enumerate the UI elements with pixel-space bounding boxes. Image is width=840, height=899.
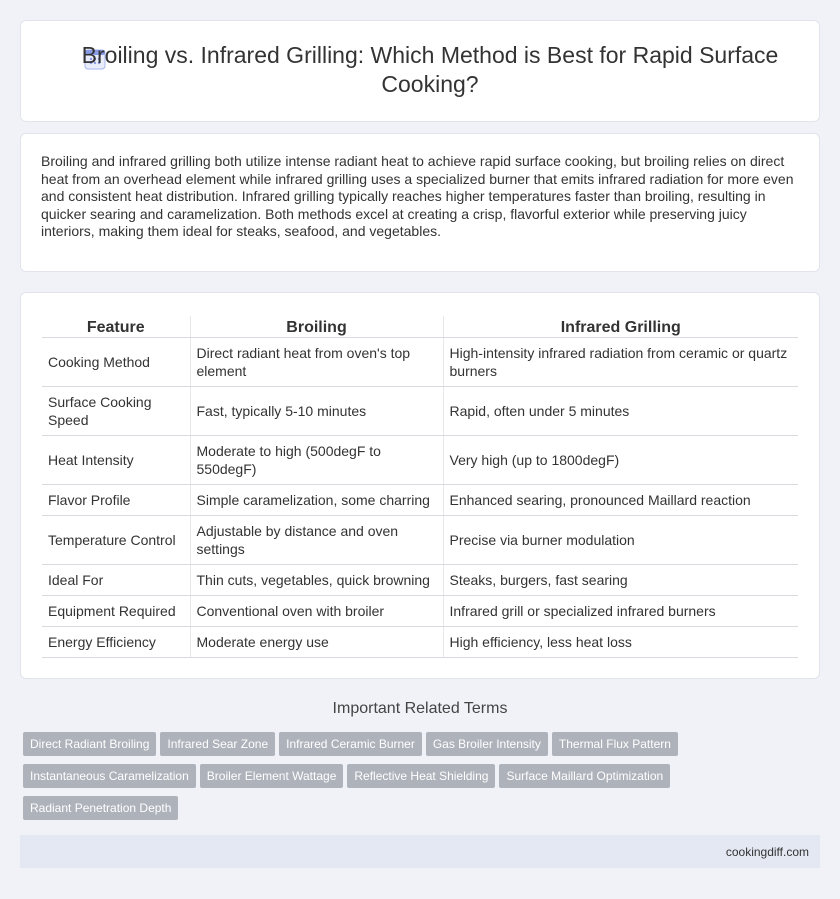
table-row	[42, 595, 798, 626]
broiling-cell: Moderate energy use	[190, 626, 443, 657]
tag-broiler-element-wattage[interactable]: Broiler Element Wattage	[200, 764, 344, 788]
related-terms-heading: Important Related Terms	[332, 700, 508, 717]
tag-infrared-sear-zone[interactable]: Infrared Sear Zone	[160, 732, 275, 756]
header-feature: Feature	[42, 316, 190, 337]
infrared-cell: Rapid, often under 5 minutes	[443, 386, 798, 435]
comparison-table-card	[20, 292, 820, 679]
feature-cell: Energy Efficiency	[42, 626, 190, 657]
table-row	[42, 386, 798, 435]
table-row	[42, 564, 798, 595]
broiling-cell: Fast, typically 5-10 minutes	[190, 386, 443, 435]
tag-surface-maillard-optimization[interactable]: Surface Maillard Optimization	[499, 764, 670, 788]
comparison-table	[42, 316, 798, 658]
tag-reflective-heat-shielding[interactable]: Reflective Heat Shielding	[347, 764, 495, 788]
infrared-cell: Infrared grill or specialized infrared burners	[443, 595, 798, 626]
feature-cell: Cooking Method	[42, 337, 190, 386]
infrared-cell: Precise via burner modulation	[443, 515, 798, 564]
table-row	[42, 484, 798, 515]
infrared-cell: High efficiency, less heat loss	[443, 626, 798, 657]
page-title: Broiling vs. Infrared Grilling: Which Method is Best for Rapid Surface Cooking?	[81, 42, 779, 97]
infrared-cell: Steaks, burgers, fast searing	[443, 564, 798, 595]
table-row	[42, 337, 798, 386]
tag-instantaneous-caramelization[interactable]: Instantaneous Caramelization	[23, 764, 196, 788]
related-terms-tags	[23, 732, 803, 828]
infrared-cell: High-intensity infrared radiation from ceramic or quartz burners	[443, 337, 798, 386]
summary-card	[20, 133, 820, 272]
tag-thermal-flux-pattern[interactable]: Thermal Flux Pattern	[552, 732, 678, 756]
table-header-row	[42, 316, 798, 337]
tag-gas-broiler-intensity[interactable]: Gas Broiler Intensity	[426, 732, 548, 756]
footer-site-link[interactable]: cookingdiff.com	[725, 845, 809, 859]
table-row	[42, 626, 798, 657]
broiling-cell: Adjustable by distance and oven settings	[190, 515, 443, 564]
feature-cell: Heat Intensity	[42, 435, 190, 484]
feature-cell: Surface Cooking Speed	[42, 386, 190, 435]
infrared-cell: Very high (up to 1800degF)	[443, 435, 798, 484]
footer	[20, 835, 820, 868]
feature-cell: Equipment Required	[42, 595, 190, 626]
tag-radiant-penetration-depth[interactable]: Radiant Penetration Depth	[23, 796, 178, 820]
feature-cell: Flavor Profile	[42, 484, 190, 515]
broiling-cell: Moderate to high (500degF to 550degF)	[190, 435, 443, 484]
title-card	[20, 20, 820, 122]
table-row	[42, 435, 798, 484]
tag-direct-radiant-broiling[interactable]: Direct Radiant Broiling	[23, 732, 156, 756]
header-broiling: Broiling	[190, 316, 443, 337]
feature-cell: Temperature Control	[42, 515, 190, 564]
feature-cell: Ideal For	[42, 564, 190, 595]
tag-infrared-ceramic-burner[interactable]: Infrared Ceramic Burner	[279, 732, 422, 756]
summary-text: Broiling and infrared grilling both utilize intense radiant heat to achieve rapid surface cooking, but broiling relies on direct heat from an overhead element while infrared grilling uses a specialized burner that emits infrared radiation for more even and consistent heat distribution. Infrared grilling typically reaches higher temperatures faster than broiling, resulting in quicker searing and caramelization. Both methods excel at creating a crisp, flavorful exterior while preserving juicy interiors, making them ideal for steaks, seafood, and vegetables.	[41, 153, 794, 239]
broiling-cell: Simple caramelization, some charring	[190, 484, 443, 515]
broiling-cell: Direct radiant heat from oven's top element	[190, 337, 443, 386]
infrared-cell: Enhanced searing, pronounced Maillard reaction	[443, 484, 798, 515]
header-infrared-grilling: Infrared Grilling	[443, 316, 798, 337]
table-row	[42, 515, 798, 564]
broiling-cell: Thin cuts, vegetables, quick browning	[190, 564, 443, 595]
broiling-cell: Conventional oven with broiler	[190, 595, 443, 626]
